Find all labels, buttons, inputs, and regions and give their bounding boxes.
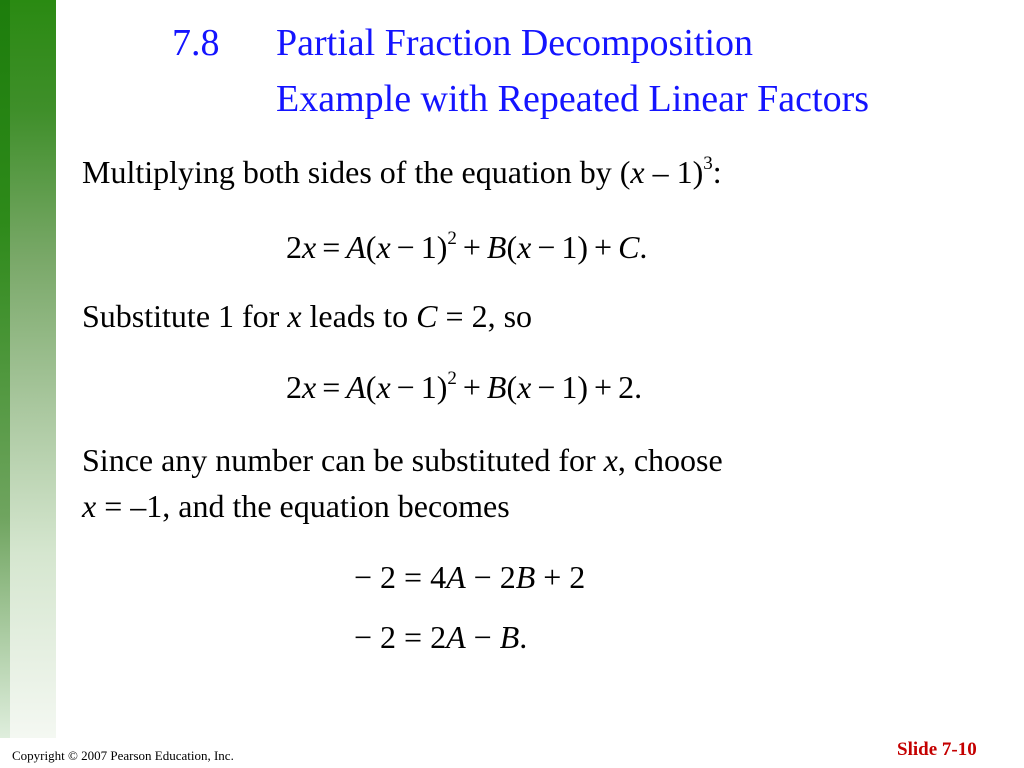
text-since-line-1 xyxy=(82,440,723,480)
eq-term: ( xyxy=(365,229,377,265)
text-part: Multiplying both sides of the equation by ( xyxy=(82,154,631,190)
eq-term: + 2 xyxy=(535,559,586,595)
eq-op: + xyxy=(462,229,481,265)
eq-term: . xyxy=(639,229,648,265)
eq-var: B xyxy=(486,369,507,405)
eq-term: 1) xyxy=(420,229,448,265)
eq-var: x xyxy=(376,229,391,265)
eq-var: B xyxy=(486,229,507,265)
eq-var: A xyxy=(346,369,366,405)
title-line-2: Example with Repeated Linear Factors xyxy=(276,78,870,120)
eq-term: 1) xyxy=(561,369,589,405)
eq-term: − 2 xyxy=(465,559,516,595)
text-part: = 2, so xyxy=(437,298,533,334)
eq-var: x xyxy=(517,369,532,405)
eq-term: − 2 = 2 xyxy=(354,619,447,655)
equation-3 xyxy=(354,557,585,597)
eq-var: B xyxy=(499,619,520,655)
eq-exponent: 2 xyxy=(447,228,457,249)
text-part: = –1, and the equation becomes xyxy=(96,488,510,524)
eq-term: 2 xyxy=(286,229,302,265)
eq-term: ( xyxy=(506,229,518,265)
var-x: x xyxy=(630,154,645,190)
eq-term: 1) xyxy=(420,369,448,405)
eq-var: x xyxy=(302,369,317,405)
eq-op: − xyxy=(537,369,556,405)
text-part: , choose xyxy=(617,442,723,478)
eq-var: x xyxy=(376,369,391,405)
eq-op: − xyxy=(537,229,556,265)
exponent: 3 xyxy=(703,153,713,174)
eq-term: . xyxy=(519,619,528,655)
eq-op: − xyxy=(396,229,415,265)
slide-number: Slide 7-10 xyxy=(897,739,977,760)
text-part: Since any number can be substituted for xyxy=(82,442,604,478)
eq-var: A xyxy=(446,559,466,595)
text-since-line-2 xyxy=(82,486,510,526)
equation-2 xyxy=(286,367,642,407)
eq-var: C xyxy=(618,229,640,265)
text-part: : xyxy=(712,154,722,190)
equation-4 xyxy=(354,617,527,657)
eq-var: B xyxy=(515,559,536,595)
eq-op: = xyxy=(322,369,341,405)
eq-var: x xyxy=(302,229,317,265)
eq-op: = xyxy=(322,229,341,265)
var-c: C xyxy=(416,298,438,334)
eq-term: 2. xyxy=(618,369,643,405)
eq-op: + xyxy=(594,229,613,265)
eq-var: A xyxy=(446,619,466,655)
text-part: – 1) xyxy=(644,154,704,190)
side-accent-line xyxy=(0,0,10,738)
var-x: x xyxy=(287,298,302,334)
title-line-1: Partial Fraction Decomposition xyxy=(276,22,754,64)
eq-term: ( xyxy=(365,369,377,405)
eq-exponent: 2 xyxy=(447,368,457,389)
eq-term: 1) xyxy=(561,229,589,265)
eq-op: − xyxy=(396,369,415,405)
eq-term: − 2 = 4 xyxy=(354,559,447,595)
text-substitute xyxy=(82,296,532,336)
text-part: Substitute 1 for xyxy=(82,298,288,334)
var-x: x xyxy=(603,442,618,478)
eq-term: 2 xyxy=(286,369,302,405)
var-x: x xyxy=(82,488,97,524)
section-number: 7.8 xyxy=(172,22,220,64)
text-part: leads to xyxy=(301,298,417,334)
eq-var: A xyxy=(346,229,366,265)
eq-var: x xyxy=(517,229,532,265)
eq-term: ( xyxy=(506,369,518,405)
copyright-notice: Copyright © 2007 Pearson Education, Inc. xyxy=(12,748,234,763)
eq-op: + xyxy=(462,369,481,405)
eq-op: + xyxy=(594,369,613,405)
text-multiplying xyxy=(82,152,722,192)
equation-1 xyxy=(286,227,647,267)
eq-term: − xyxy=(465,619,500,655)
